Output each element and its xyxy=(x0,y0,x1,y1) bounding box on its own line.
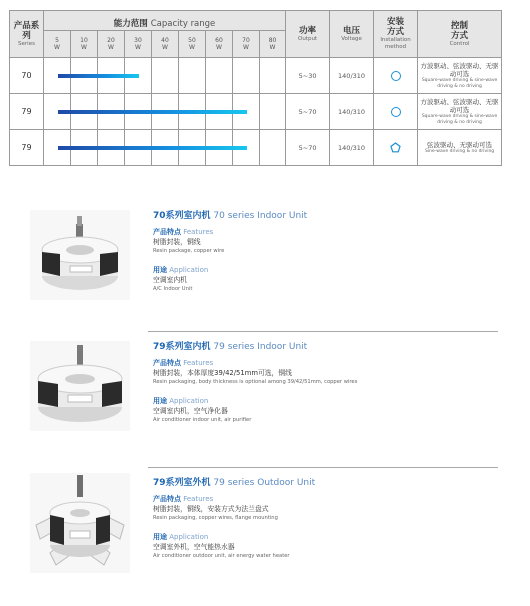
application-text-cn: 空调室外机，空气能热水器 xyxy=(153,543,235,551)
capacity-tick-20w: 20 W xyxy=(98,31,125,58)
capacity-cell xyxy=(152,58,179,94)
application-text-en: Air conditioner outdoor unit, air energy water heater xyxy=(153,553,290,559)
features-text-cn: 树脂封装，铜线 xyxy=(153,238,201,246)
capacity-cell xyxy=(44,94,71,130)
features-text-cn: 树脂封装，铜线，安装方式为法兰盘式 xyxy=(153,505,269,513)
capacity-tick-30w: 30 W xyxy=(125,31,152,58)
capacity-cell xyxy=(44,58,71,94)
output-cell: 5~30 xyxy=(286,58,330,94)
capacity-tick-80w: 80 W xyxy=(260,31,286,58)
installation-cell xyxy=(374,94,418,130)
features-label: 产品特点 Features xyxy=(153,495,214,503)
product-image-70-indoor xyxy=(30,210,130,300)
application-text-en: Air conditioner indoor unit, air purifier xyxy=(153,417,252,423)
capacity-tick-70w: 70 W xyxy=(233,31,260,58)
capacity-cell xyxy=(179,58,206,94)
features-text-en: Resin packaging, body thickness is optional among 39/42/51mm, copper wires xyxy=(153,379,358,385)
features-label: 产品特点 Features xyxy=(153,228,214,236)
capacity-tick-5w: 5 W xyxy=(44,31,71,58)
control-cell: 方波驱动、弦波驱动、无驱动可选 Square-wave driving & sine-wave driving & no driving xyxy=(418,58,502,94)
application-text-cn: 空调室内机，空气净化器 xyxy=(153,407,228,415)
product-image-79-indoor xyxy=(30,341,130,431)
product-title: 79系列室内机 79 series Indoor Unit xyxy=(153,342,308,352)
capacity-bar xyxy=(58,146,247,150)
capacity-cell xyxy=(233,58,260,94)
product-info-79-indoor xyxy=(153,341,503,424)
voltage-cell: 140/310 xyxy=(330,130,374,166)
product-info-79-outdoor xyxy=(153,477,503,560)
control-cell: 弦波驱动、无驱动可选 Sine-wave driving & no driving xyxy=(418,130,502,166)
features-text-en: Resin packaging, copper wires, flange mounting xyxy=(153,515,278,521)
product-title: 70系列室内机 70 series Indoor Unit xyxy=(153,211,308,221)
installation-cell xyxy=(374,130,418,166)
spec-row xyxy=(10,58,502,94)
spec-row xyxy=(10,94,502,130)
header-series: 产品系列 Series xyxy=(10,11,44,58)
header-output: 功率 Output xyxy=(286,11,330,58)
capacity-cell xyxy=(44,130,71,166)
output-cell: 5~70 xyxy=(286,94,330,130)
header-control: 控制 方式 Control xyxy=(418,11,502,58)
header-installation: 安装 方式 Installation method xyxy=(374,11,418,58)
features-text-cn: 树脂封装，本体厚度39/42/51mm可选，铜线 xyxy=(153,369,292,377)
capacity-cell xyxy=(260,94,286,130)
product-image-79-outdoor xyxy=(30,473,130,573)
capacity-tick-50w: 50 W xyxy=(179,31,206,58)
series-cell: 79 xyxy=(10,94,44,130)
output-cell: 5~70 xyxy=(286,130,330,166)
circle-icon xyxy=(391,71,401,81)
product-info-70-indoor xyxy=(153,210,503,293)
section-divider xyxy=(148,467,498,468)
header-capacity: 能力范围 Capacity range xyxy=(44,11,286,31)
capacity-tick-40w: 40 W xyxy=(152,31,179,58)
product-title: 79系列室外机 79 series Outdoor Unit xyxy=(153,478,316,488)
pentagon-icon xyxy=(390,138,401,157)
capacity-bar xyxy=(58,110,247,114)
header-voltage: 电压 Voltage xyxy=(330,11,374,58)
circle-icon xyxy=(391,107,401,117)
application-text-cn: 空调室内机 xyxy=(153,276,187,284)
capacity-spec-table xyxy=(9,10,502,166)
features-label: 产品特点 Features xyxy=(153,359,214,367)
voltage-cell: 140/310 xyxy=(330,94,374,130)
control-cell: 方波驱动、弦波驱动、无驱动可选 Square-wave driving & sine-wave driving & no driving xyxy=(418,94,502,130)
capacity-tick-60w: 60 W xyxy=(206,31,233,58)
series-cell: 70 xyxy=(10,58,44,94)
capacity-cell xyxy=(260,58,286,94)
capacity-bar xyxy=(58,74,139,78)
features-text-en: Resin package, copper wire xyxy=(153,248,225,254)
capacity-cell xyxy=(260,130,286,166)
installation-cell xyxy=(374,58,418,94)
application-text-en: A/C Indoor Unit xyxy=(153,286,193,292)
capacity-cell xyxy=(206,58,233,94)
series-cell: 79 xyxy=(10,130,44,166)
capacity-tick-10w: 10 W xyxy=(71,31,98,58)
application-label: 用途 Application xyxy=(153,266,209,274)
application-label: 用途 Application xyxy=(153,533,209,541)
voltage-cell: 140/310 xyxy=(330,58,374,94)
spec-row xyxy=(10,130,502,166)
section-divider xyxy=(148,331,498,332)
application-label: 用途 Application xyxy=(153,397,209,405)
